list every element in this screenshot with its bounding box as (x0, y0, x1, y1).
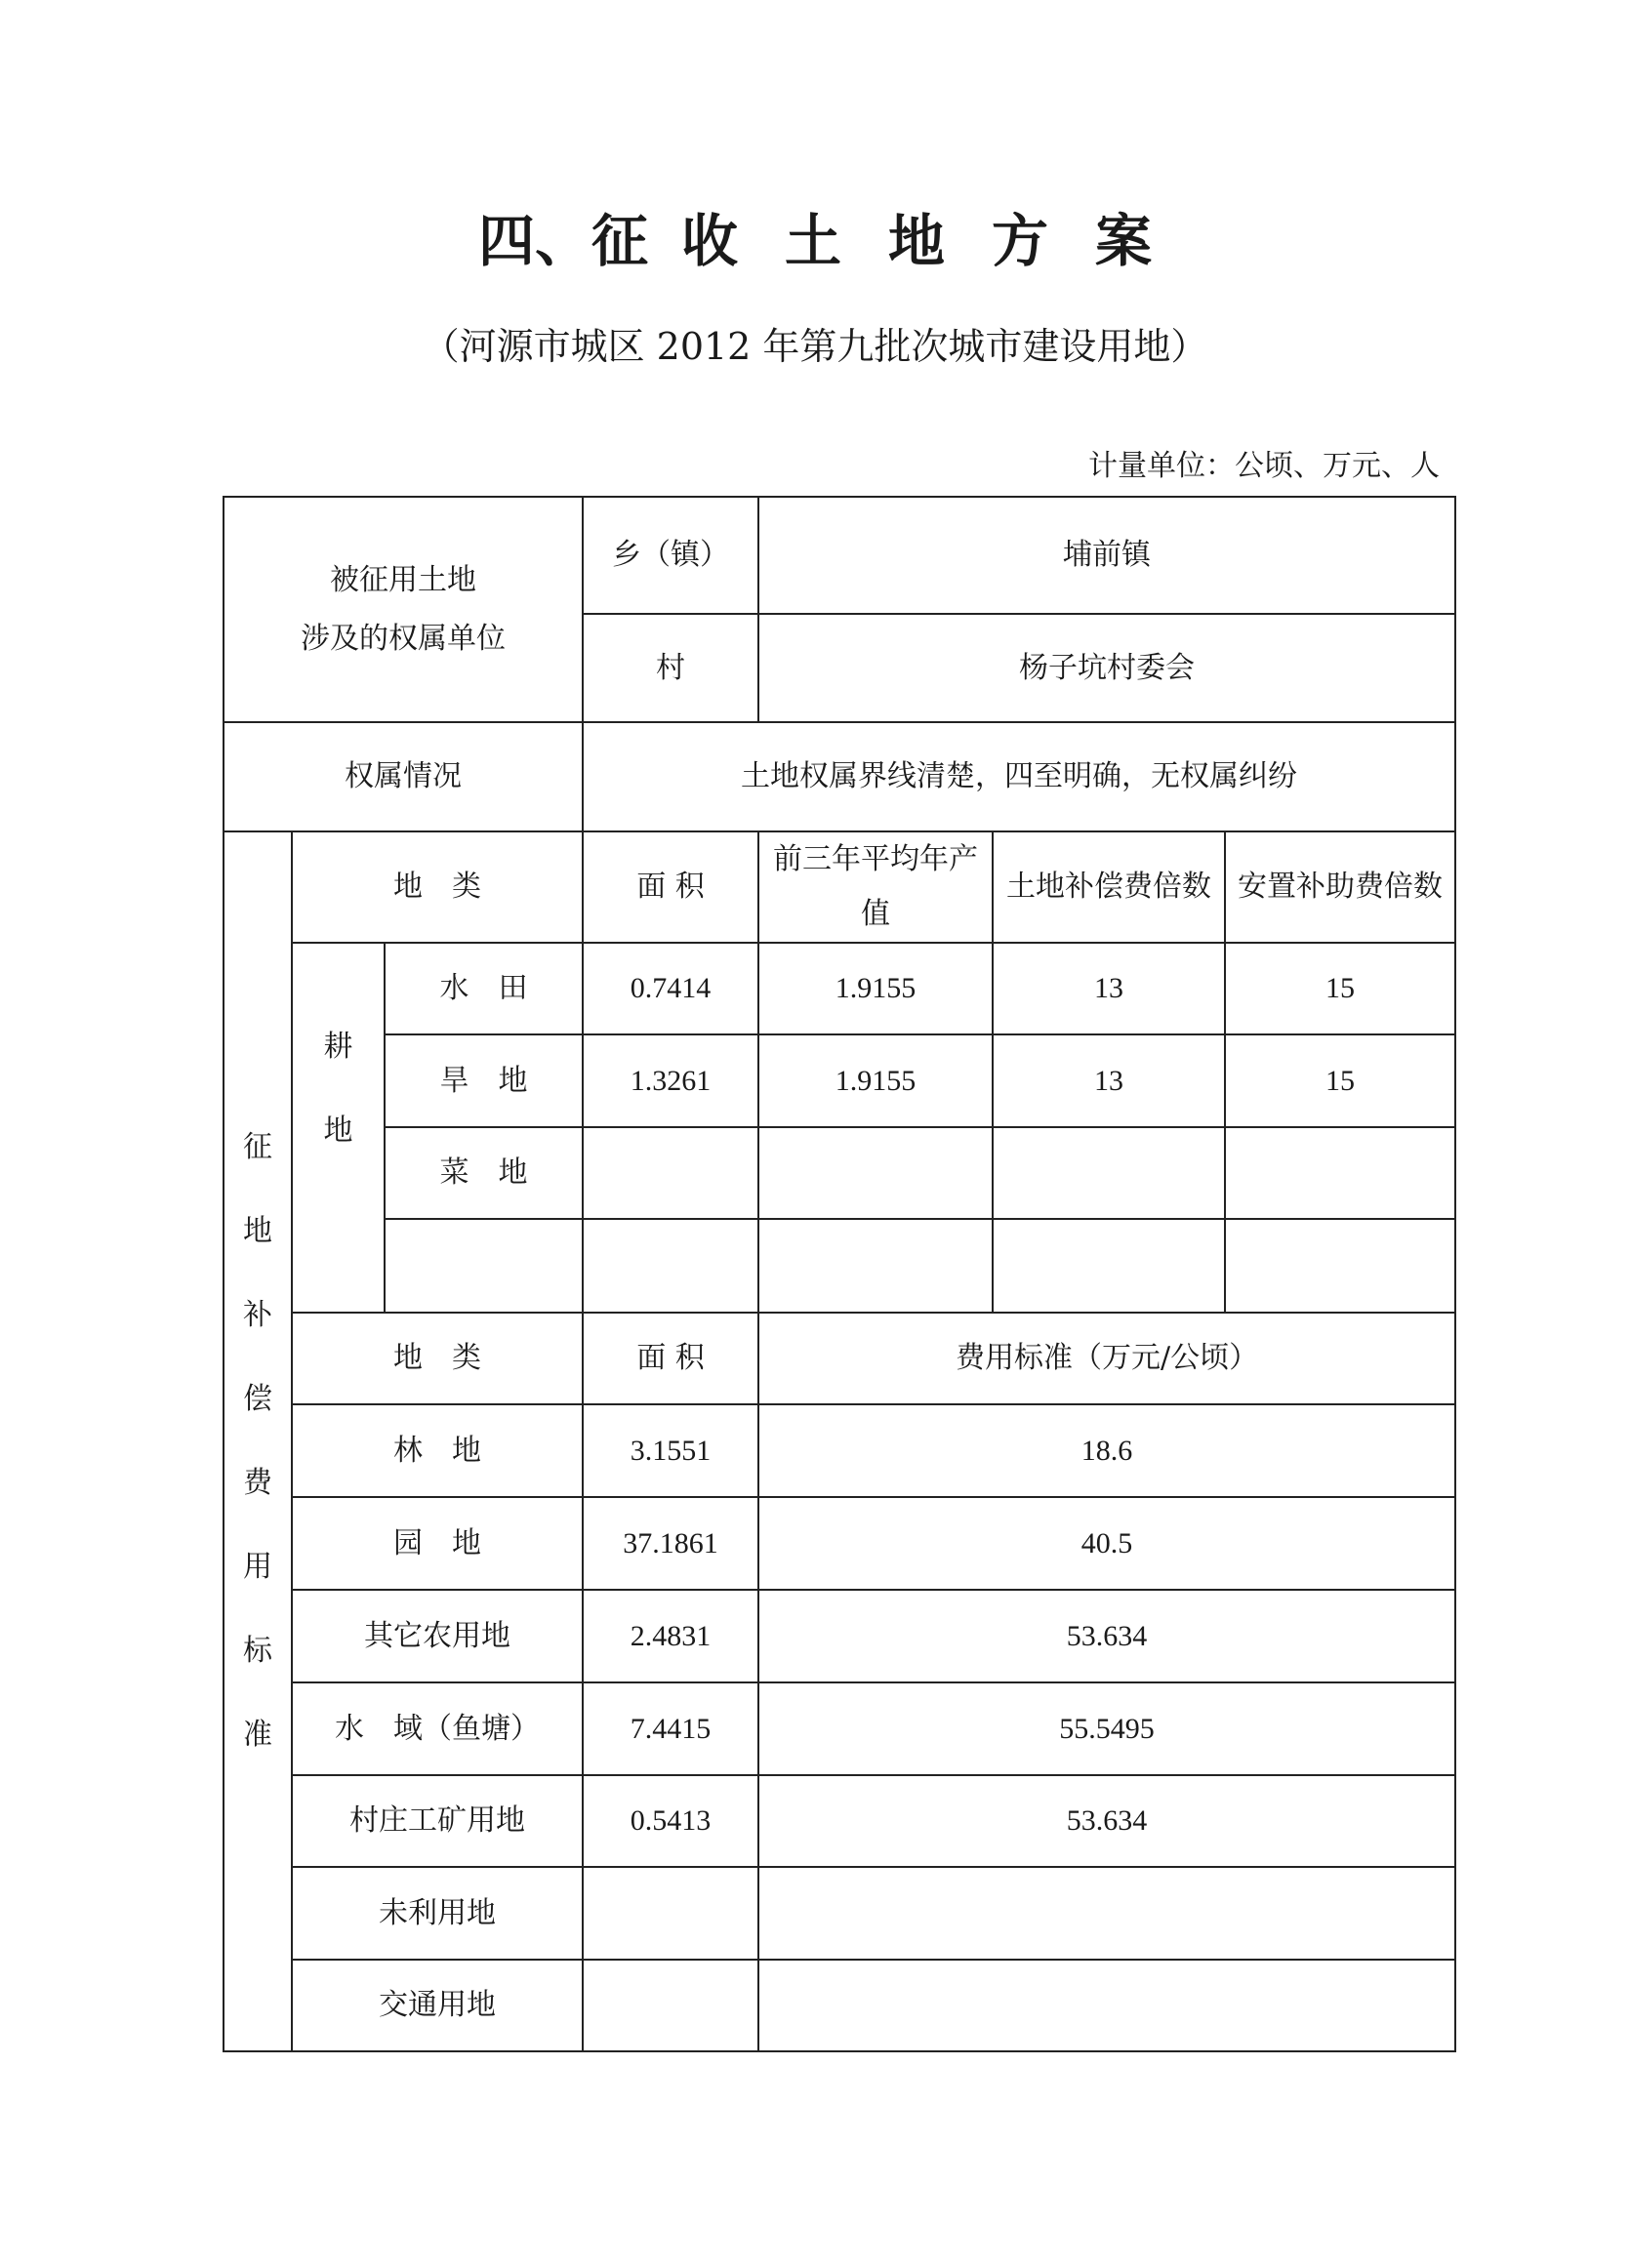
area-cell (583, 1127, 758, 1219)
area-cell: 3.1551 (583, 1404, 758, 1497)
land-comp-multiple-cell: 13 (993, 943, 1225, 1034)
area-cell: 1.3261 (583, 1034, 758, 1127)
ownership-header-line1: 被征用土地 (330, 562, 477, 597)
table-row (224, 1867, 1455, 1960)
resettle-multiple-cell (1225, 1127, 1455, 1219)
table-row (224, 1682, 1455, 1775)
resettle-multiple-cell: 15 (1225, 1034, 1455, 1127)
land-type-cell: 未利用地 (292, 1867, 583, 1960)
resettle-multiple-cell: 15 (1225, 943, 1455, 1034)
header-resettle-multiple (1225, 831, 1455, 943)
fee-standard-cell (758, 1960, 1455, 2051)
table-row (224, 943, 1455, 1034)
ownership-status-value: 土地权属界线清楚，四至明确，无权属纠纷 (583, 722, 1455, 831)
land-type-cell: 水 田 (385, 943, 583, 1034)
avg-output-cell (758, 1127, 993, 1219)
land-comp-multiple-cell: 13 (993, 1034, 1225, 1127)
land-comp-multiple-cell (993, 1219, 1225, 1313)
title-char: 案 (1095, 208, 1153, 274)
title-char: 地 (888, 208, 946, 274)
area-cell (583, 1867, 758, 1960)
area-cell: 7.4415 (583, 1682, 758, 1775)
resettle-multiple-cell (1225, 1219, 1455, 1313)
area-cell: 0.7414 (583, 943, 758, 1034)
fee-standard-cell: 53.634 (758, 1775, 1455, 1867)
ownership-header-line2: 涉及的权属单位 (301, 621, 507, 656)
land-type-cell: 水 域（鱼塘） (292, 1682, 583, 1775)
table-row (224, 831, 1455, 943)
area-cell: 37.1861 (583, 1497, 758, 1590)
avg-output-cell (758, 1219, 993, 1313)
table-row (224, 1034, 1455, 1127)
fee-standard-cell: 40.5 (758, 1497, 1455, 1590)
header-land-type: 地 类 (292, 831, 583, 943)
header-area: 面 积 (583, 1313, 758, 1404)
document-subtitle: （河源市城区 2012 年第九批次城市建设用地） (422, 325, 1208, 368)
land-type-cell: 菜 地 (385, 1127, 583, 1219)
land-type-cell: 交通用地 (292, 1960, 583, 2051)
cultivated-group-text: 耕地 (323, 1029, 353, 1148)
township-label: 乡（镇） (583, 497, 758, 614)
land-type-cell: 其它农用地 (292, 1590, 583, 1682)
ownership-unit-header (224, 497, 583, 722)
land-type-cell: 旱 地 (385, 1034, 583, 1127)
title-char: 土 (784, 208, 841, 274)
header-avg-output-text: 前三年平均年产值 (773, 842, 979, 931)
ownership-status-label: 权属情况 (224, 722, 583, 831)
title-char: 方 (992, 208, 1049, 274)
avg-output-cell: 1.9155 (758, 1034, 993, 1127)
land-comp-multiple-cell (993, 1127, 1225, 1219)
area-cell: 0.5413 (583, 1775, 758, 1867)
title-char: 收 (680, 208, 738, 274)
header-resettle-text: 安置补助费倍数 (1238, 870, 1444, 904)
cultivated-group-label (292, 943, 385, 1313)
title-char: 四、征 (477, 208, 648, 274)
table-row (224, 1313, 1455, 1404)
table-row (224, 1775, 1455, 1867)
land-type-cell: 村庄工矿用地 (292, 1775, 583, 1867)
compensation-section-label (224, 831, 292, 2051)
table-row (224, 1404, 1455, 1497)
area-cell (583, 1219, 758, 1313)
document-title (0, 207, 1630, 275)
area-cell: 2.4831 (583, 1590, 758, 1682)
land-type-cell (385, 1219, 583, 1313)
header-fee-standard: 费用标准（万元/公顷） (758, 1313, 1455, 1404)
fee-standard-cell: 53.634 (758, 1590, 1455, 1682)
avg-output-cell: 1.9155 (758, 943, 993, 1034)
header-avg-output (758, 831, 993, 943)
header-land-comp-text: 土地补偿费倍数 (1006, 870, 1212, 904)
township-value: 埔前镇 (758, 497, 1455, 614)
table-row (224, 1127, 1455, 1219)
village-value: 杨子坑村委会 (758, 614, 1455, 722)
table-row (224, 722, 1455, 831)
table-row (224, 1590, 1455, 1682)
compensation-section-text: 征地补偿费用标准 (243, 1130, 272, 1752)
measurement-units: 计量单位：公顷、万元、人 (1088, 449, 1440, 483)
table-row (224, 1219, 1455, 1313)
header-land-comp-multiple (993, 831, 1225, 943)
area-cell (583, 1960, 758, 2051)
header-land-type: 地 类 (292, 1313, 583, 1404)
village-label: 村 (583, 614, 758, 722)
fee-standard-cell: 18.6 (758, 1404, 1455, 1497)
header-area: 面 积 (583, 831, 758, 943)
table-row (224, 497, 1455, 614)
land-type-cell: 林 地 (292, 1404, 583, 1497)
table-row (224, 1497, 1455, 1590)
land-acquisition-table (223, 496, 1456, 2052)
fee-standard-cell (758, 1867, 1455, 1960)
table-row (224, 1960, 1455, 2051)
land-type-cell: 园 地 (292, 1497, 583, 1590)
fee-standard-cell: 55.5495 (758, 1682, 1455, 1775)
